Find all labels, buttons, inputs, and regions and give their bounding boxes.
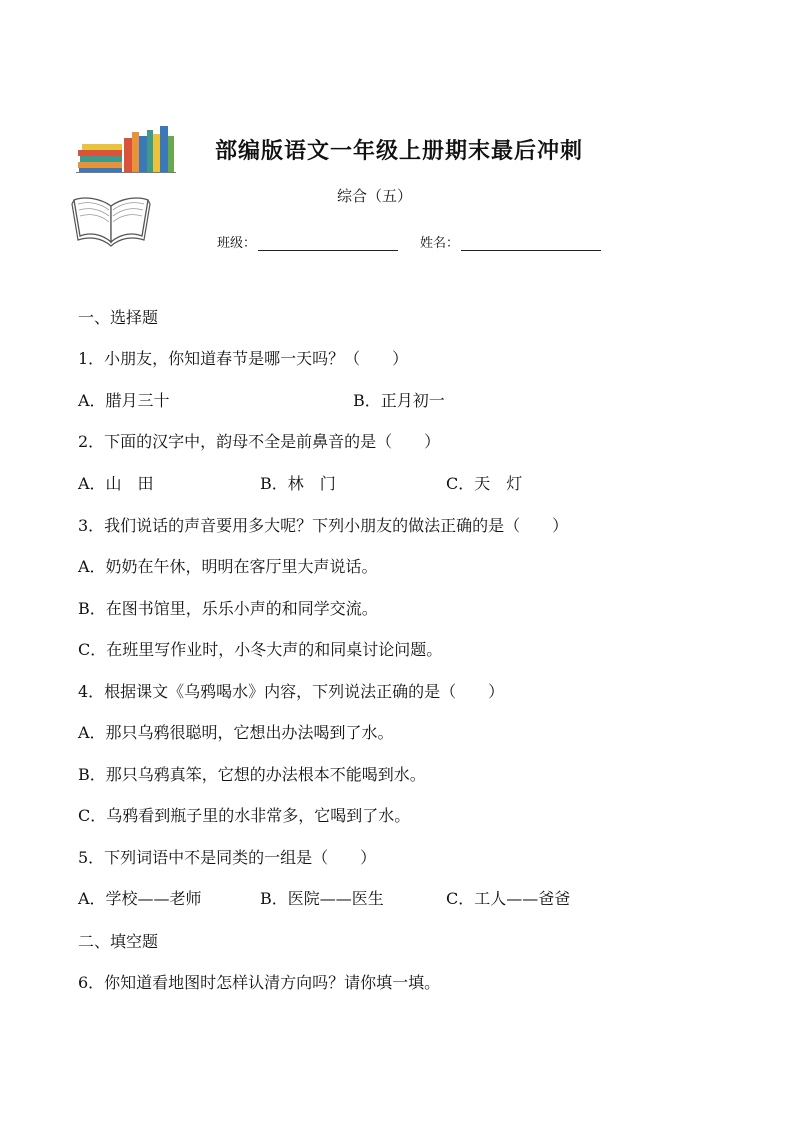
q2-option-a: A．山 田 xyxy=(78,474,154,493)
question-3: 3．我们说话的声音要用多大呢？下列小朋友的做法正确的是（ ） xyxy=(78,516,569,535)
q5-option-b: B．医院——医生 xyxy=(260,889,384,908)
page-title: 部编版语文一年级上册期末最后冲刺 xyxy=(215,138,584,164)
q2-option-c: C．天 灯 xyxy=(446,474,523,493)
question-1: 1．小朋友，你知道春节是哪一天吗？（ ） xyxy=(78,349,409,368)
class-input-line[interactable] xyxy=(258,236,398,251)
name-input-line[interactable] xyxy=(461,236,601,251)
question-5: 5．下列词语中不是同类的一组是（ ） xyxy=(78,848,377,867)
class-label: 班级： xyxy=(217,236,257,251)
name-field xyxy=(420,232,601,251)
books-icon xyxy=(76,124,176,174)
name-label: 姓名： xyxy=(420,236,460,251)
q4-option-a: A．那只乌鸦很聪明，它想出办法喝到了水。 xyxy=(78,723,394,742)
class-field xyxy=(217,232,398,251)
question-4: 4．根据课文《乌鸦喝水》内容，下列说法正确的是（ ） xyxy=(78,682,505,701)
q3-option-b: B．在图书馆里，乐乐小声的和同学交流。 xyxy=(78,599,378,618)
open-book-icon xyxy=(70,192,152,250)
page-subtitle: 综合（五） xyxy=(337,187,413,205)
section-heading-choice: 一、选择题 xyxy=(78,308,159,327)
section-heading-fill: 二、填空题 xyxy=(78,932,159,951)
q4-option-b: B．那只乌鸦真笨，它想的办法根本不能喝到水。 xyxy=(78,765,426,784)
q5-option-c: C．工人——爸爸 xyxy=(446,889,571,908)
q5-option-a: A．学校——老师 xyxy=(78,889,202,908)
q3-option-a: A．奶奶在午休，明明在客厅里大声说话。 xyxy=(78,557,378,576)
q3-option-c: C．在班里写作业时，小冬大声的和同桌讨论问题。 xyxy=(78,640,443,659)
q1-option-a: A．腊月三十 xyxy=(78,391,170,410)
question-6: 6．你知道看地图时怎样认清方向吗？请你填一填。 xyxy=(78,973,441,992)
q1-option-b: B．正月初一 xyxy=(353,391,445,410)
q4-option-c: C．乌鸦看到瓶子里的水非常多，它喝到了水。 xyxy=(78,806,411,825)
q2-option-b: B．林 门 xyxy=(260,474,336,493)
question-2: 2．下面的汉字中，韵母不全是前鼻音的是（ ） xyxy=(78,432,441,451)
